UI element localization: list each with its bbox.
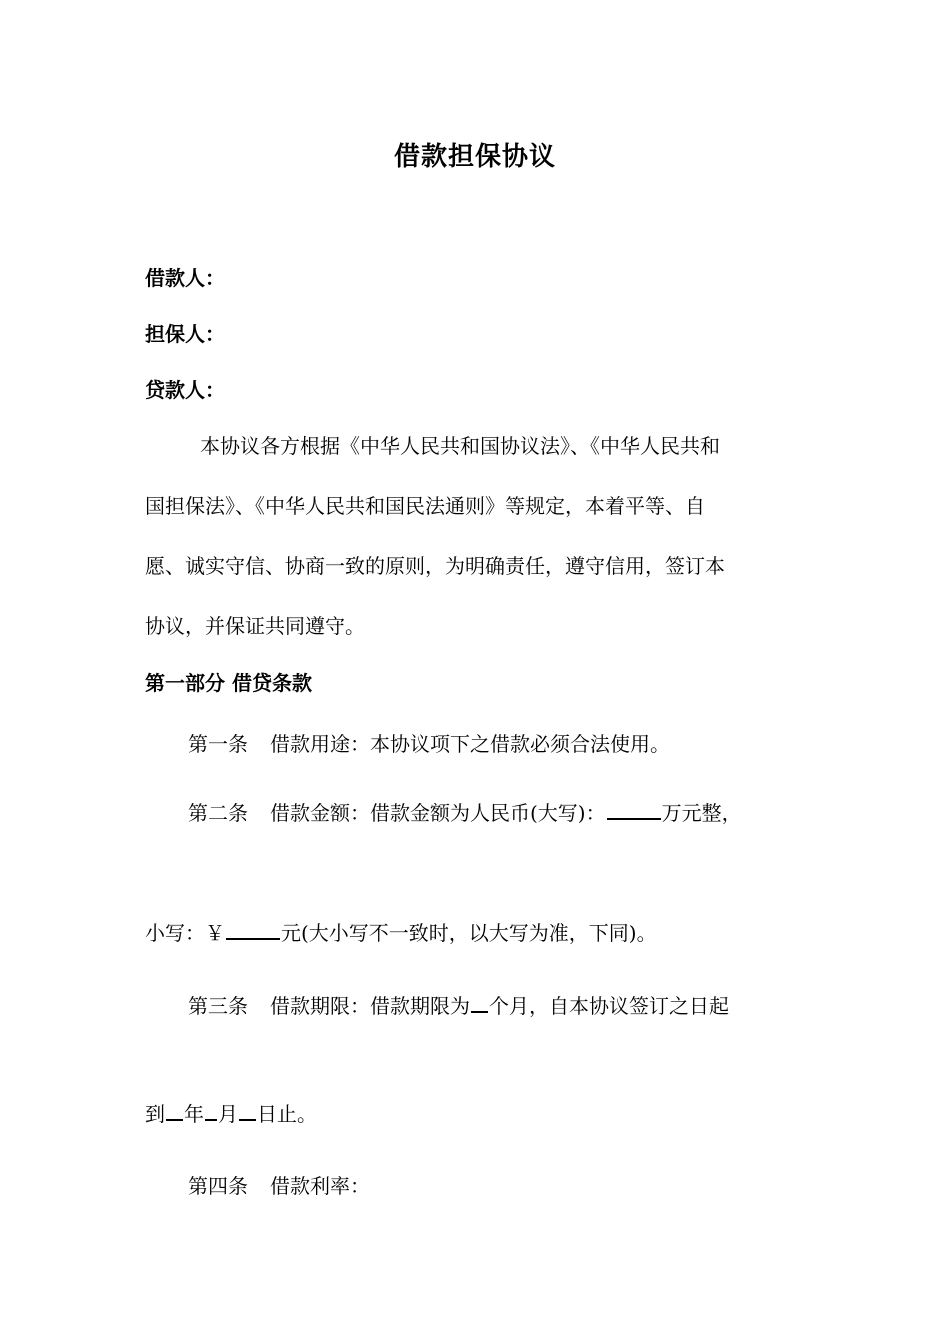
article-3-text-f: 日止。 <box>257 1102 317 1126</box>
article-4-text: 借款利率： <box>270 1174 370 1198</box>
article-3-text-e: 月 <box>218 1102 238 1126</box>
article-2-text-a: 借款金额：借款金额为人民币(大写)： <box>270 801 606 825</box>
party-lender: 贷款人： <box>145 378 225 402</box>
article-1-label: 第一条 <box>188 732 248 756</box>
article-2-text-d: 元(大小写不一致时，以大写为准，下同)。 <box>281 921 657 945</box>
article-2-text-b: 万元整， <box>661 801 742 825</box>
article-2-line-1 <box>188 800 742 825</box>
preamble-line-1: 本协议各方根据《中华人民共和国协议法》、《中华人民共和 <box>200 434 720 458</box>
article-2-text-c: 小写：￥ <box>145 921 225 945</box>
amount-uppercase-blank[interactable] <box>607 800 661 820</box>
article-3-text-b: 个月，自本协议签订之日起 <box>489 994 729 1018</box>
article-4-label: 第四条 <box>188 1174 248 1198</box>
part1-heading: 第一部分 借贷条款 <box>145 671 312 695</box>
amount-lowercase-blank[interactable] <box>226 920 280 940</box>
end-month-blank[interactable] <box>205 1101 217 1121</box>
article-3-text-c: 到 <box>145 1102 165 1126</box>
article-3-label: 第三条 <box>188 994 248 1018</box>
article-3-line-2 <box>145 1101 317 1126</box>
preamble-line-3: 愿、诚实守信、协商一致的原则，为明确责任，遵守信用，签订本 <box>145 554 725 578</box>
party-guarantor: 担保人： <box>145 322 225 346</box>
article-3-line-1 <box>188 993 729 1018</box>
article-3-text-d: 年 <box>184 1102 204 1126</box>
article-1 <box>188 732 670 756</box>
article-2-line-2 <box>145 920 657 945</box>
party-borrower: 借款人： <box>145 266 225 290</box>
end-day-blank[interactable] <box>239 1101 256 1121</box>
article-4 <box>188 1174 370 1198</box>
end-year-blank[interactable] <box>166 1101 183 1121</box>
article-3-text-a: 借款期限：借款期限为 <box>270 994 470 1018</box>
preamble-line-2: 国担保法》、《中华人民共和国民法通则》等规定，本着平等、自 <box>145 494 705 518</box>
term-months-blank[interactable] <box>471 993 488 1013</box>
preamble-line-4: 协议，并保证共同遵守。 <box>145 614 365 638</box>
article-2-label: 第二条 <box>188 801 248 825</box>
document-title: 借款担保协议 <box>393 142 556 172</box>
article-1-text: 借款用途：本协议项下之借款必须合法使用。 <box>270 732 670 756</box>
